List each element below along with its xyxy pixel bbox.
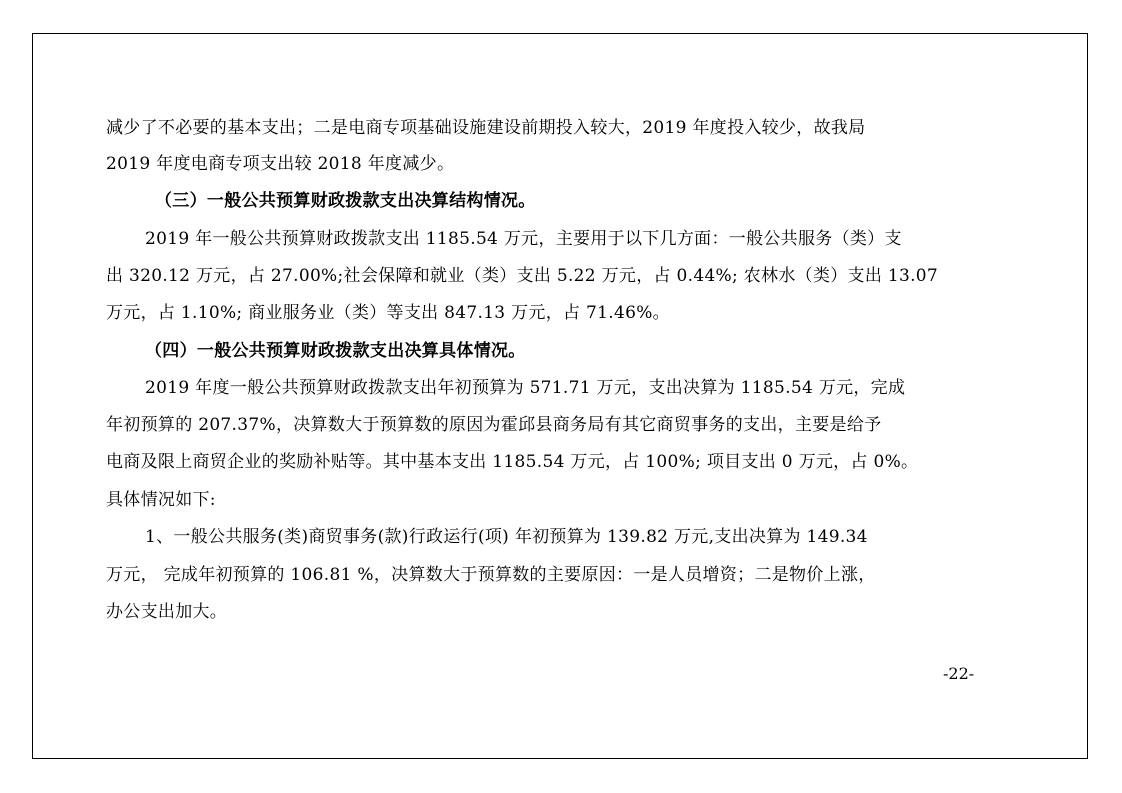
section-heading-3: （三）一般公共预算财政拨款支出决算结构情况。: [155, 191, 536, 211]
body-text-line: 2019 年度电商专项支出较 2018 年度减少。: [106, 154, 455, 174]
body-text-line: 万元，占 1.10%; 商业服务业（类）等支出 847.13 万元，占 71.46%。: [106, 303, 670, 323]
body-text-line: 2019 年度一般公共预算财政拨款支出年初预算为 571.71 万元，支出决算为 1185.54 万元，完成: [145, 378, 906, 398]
body-text-line: 减少了不必要的基本支出；二是电商专项基础设施建设前期投入较大，2019 年度投入较少，故我局: [106, 118, 866, 138]
body-text-line: 年初预算的 207.37%，决算数大于预算数的原因为霍邱县商务局有其它商贸事务的支出，主要是给予: [106, 415, 882, 435]
body-text-line: 电商及限上商贸企业的奖励补贴等。其中基本支出 1185.54 万元，占 100%; 项目支出 0 万元，占 0%。: [106, 452, 919, 472]
body-text-line: 具体情况如下:: [106, 490, 216, 510]
page-number: -22-: [943, 664, 975, 683]
body-text-line: 1、一般公共服务(类)商贸事务(款)行政运行(项) 年初预算为 139.82 万元,支出决算为 149.34: [145, 527, 868, 547]
body-text-line: 2019 年一般公共预算财政拨款支出 1185.54 万元，主要用于以下几方面：一般公共服务（类）支: [145, 229, 902, 249]
body-text-line: 万元， 完成年初预算的 106.81 %，决算数大于预算数的主要原因：一是人员增资；二是物价上涨，: [106, 565, 876, 585]
body-text-line: 办公支出加大。: [106, 602, 228, 622]
body-text-line: 出 320.12 万元，占 27.00%;社会保障和就业（类）支出 5.22 万元，占 0.44%; 农林水（类）支出 13.07: [106, 266, 939, 286]
section-heading-4: （四）一般公共预算财政拨款支出决算具体情况。: [145, 341, 526, 361]
